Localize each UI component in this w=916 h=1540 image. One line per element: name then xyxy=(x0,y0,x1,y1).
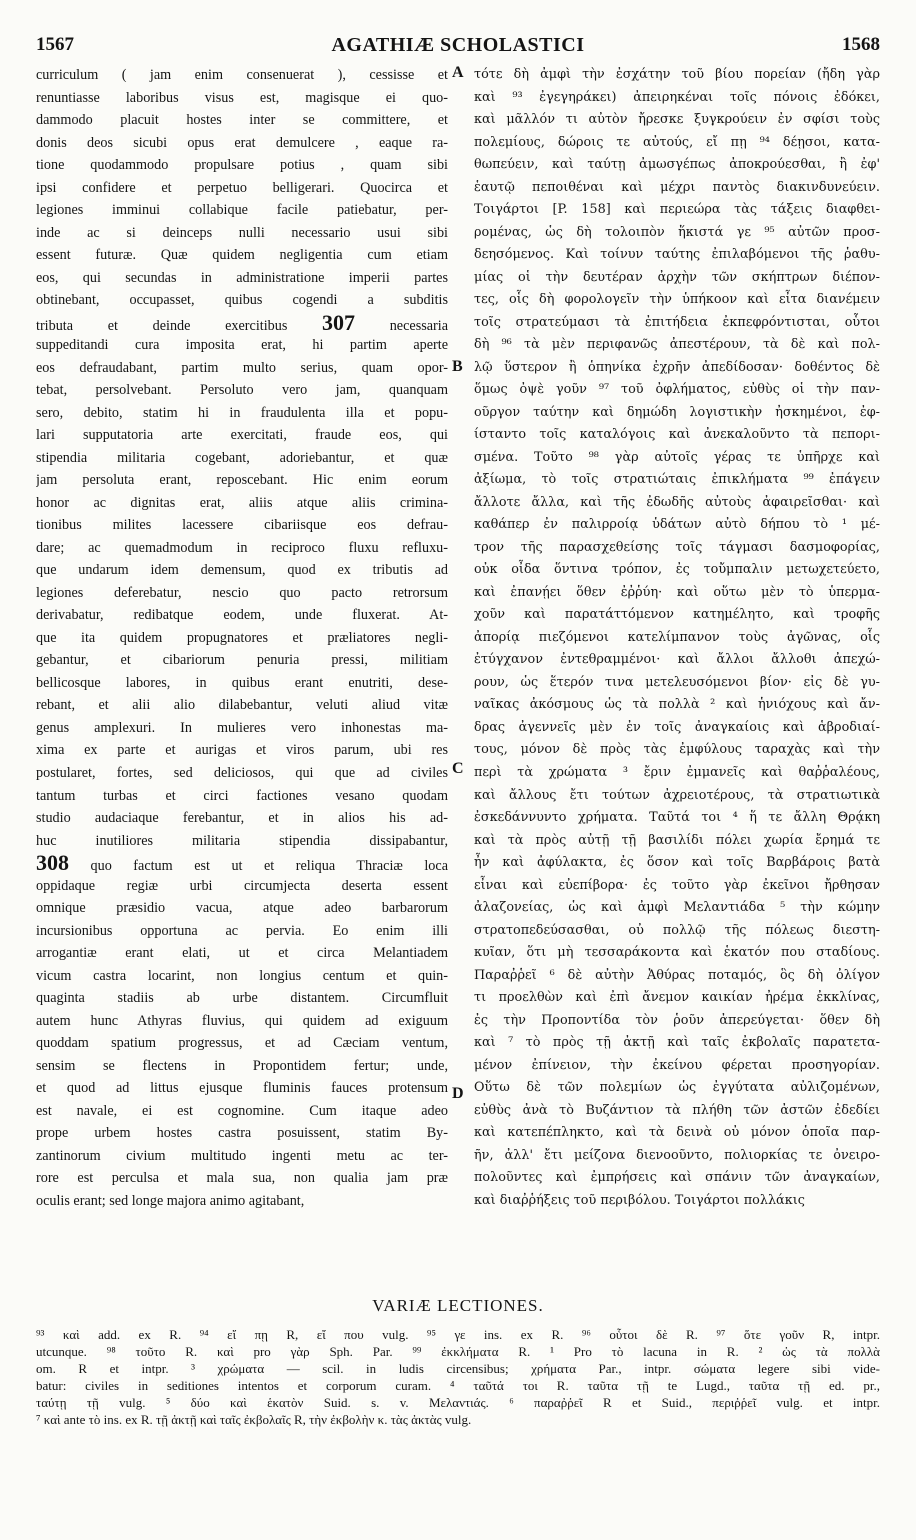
greek-text-line: καὶ ἄλλους ἔτι τούτων ἀχρειοτέρους, τὰ στρατιωτικὰ xyxy=(474,787,880,803)
greek-text-line: δρας ἀγεννεῖς μὲν ἐν τοῖς ἀναγκαίοις καὶ ἁβροδιαί- xyxy=(474,719,880,735)
greek-text-line: ρομένας, ὡς δὴ τολοιπὸν ἥκιστά γε ⁹⁵ αὐτῶν προσ- xyxy=(474,224,880,240)
latin-text-line: oculis erant; sed longe majora animo agitabant, xyxy=(36,1192,305,1209)
latin-text-line: vicum castra locarint, non longius centum et quin- xyxy=(36,967,448,984)
greek-text-line: τους, μόνον δὲ πρὸς τὰς ἐμφύλους ταραχὰς καὶ τὴν xyxy=(474,742,880,758)
latin-text-line: lari supputatoria arte exercitati, fraude eos, qui xyxy=(36,427,448,444)
latin-text-line: eos defraudabant, partim multo serius, quam opor- xyxy=(36,359,448,376)
latin-text-line: suppeditandi cura imposita erat, hi partim aperte xyxy=(36,337,448,354)
greek-text-line: ἀξίωμα, τὸ τοῖς στρατιώταις ἐπικλήματα ⁹⁹ ἐπάγειν xyxy=(474,472,880,488)
latin-text-line: derivabatur, redibatque eodem, unde fluxerat. At- xyxy=(36,607,448,624)
greek-text-line: στρατοπεδεύσασθαι, οὐ πολλῷ τῆς πόλεως διεστη- xyxy=(474,922,880,938)
latin-text-line: xima ex parte et aurigas et viros parum, ubi res xyxy=(36,742,448,759)
left-page-number: 1567 xyxy=(36,34,74,55)
greek-text-line: καὶ κατεπέπληκτο, καὶ τὰ δεινὰ οὐ μόνον ὁποῖα παρ- xyxy=(474,1125,880,1141)
latin-text-line: dare; ac quemadmodum in reciproco fluxu refluxu- xyxy=(36,539,448,556)
greek-text-line: τρον τῆς παρασχεθείσης τοῖς τάγμασι δασμοφορίας, xyxy=(474,539,880,555)
latin-text-line: quaginta stadiis ab urbe distantem. Circumfluit xyxy=(36,990,448,1007)
latin-text-line: postularet, fortes, sed deliciosos, qui que ad civiles xyxy=(36,764,448,781)
latin-text-line: prope urbem hostes castra posuissent, statim By- xyxy=(36,1125,448,1142)
variant-readings-notes xyxy=(36,1326,880,1428)
greek-text-line: μίας οἱ τὴν δευτέραν ἀρχὴν τῶν σκήπτρων διέπον- xyxy=(474,269,880,285)
margin-section-number: 308 xyxy=(36,852,69,875)
greek-text-line: ναῖκας ἀκόσμους ὡς τὰ πολλὰ ² καὶ ἡνιόχους καὶ ἄν- xyxy=(474,697,880,713)
margin-section-number: 307 xyxy=(322,311,356,335)
greek-text-line: ἑαυτῷ πεποιθέναι καὶ μέχρι παντὸς διακινδυνεύειν. xyxy=(474,179,880,195)
right-page-number: 1568 xyxy=(842,34,880,55)
latin-text-line: tebat, persolvebant. Persoluto vero jam, quanquam xyxy=(36,382,448,399)
latin-text-line: incursionibus opportuna ac pervia. Eo enim illi xyxy=(36,922,448,939)
latin-text-line: rore est perculsa et mala sua, non qualia jam præ xyxy=(36,1170,448,1187)
greek-text-line: καὶ ⁷ τὸ πρὸς τῇ ἀκτῇ καὶ ταῖς ἐκβολαῖς παρατετα- xyxy=(474,1035,880,1051)
latin-text-line: renuntiasse laboribus visus est, magisque ei quo- xyxy=(36,89,448,106)
section-marker-a: A xyxy=(452,64,464,81)
greek-text-line: λῷ ὕστερον ἢ ὁπηνίκα ἐχρῆν ἀπεδίδοσαν· δοθέντος δὲ xyxy=(474,359,880,375)
greek-text-line: ἀπορίᾳ πιεζόμενοι κατελίμπανον τοὺς ἀγῶνας, οἷς xyxy=(474,629,880,645)
latin-text-line: huc inutiliores militaria stipendia dissipabantur, xyxy=(36,832,448,849)
latin-text-line: quoddam spatium progressus, et ad Cæciam ventum, xyxy=(36,1035,448,1052)
latin-text-line: que ita quidem propugnatores et præliatores negli- xyxy=(36,629,448,646)
latin-text-line: stipendia militaria cogebant, adoriebantur, et quæ xyxy=(36,449,448,466)
latin-text-line: omnique præsidio vacua, atque adeo barbarorum xyxy=(36,900,448,917)
greek-text-line: Τοιγάρτοι [P. 158] καὶ περιεώρα τὰς τάξεις διαφθει- xyxy=(474,202,880,218)
latin-text-line: genus amplexuri. In mulieres vero inhonestas ma- xyxy=(36,719,448,736)
greek-text-line: καὶ ⁹³ ἐγεγηράκει) ἀπειρηκέναι τοῖς πόνοις ἐδόκει, xyxy=(474,89,880,105)
greek-text-line: εὐθὺς ἀνὰ τὸ Βυζάντιον τὰ πλήθη τῶν ἀστῶν ἐδεδίει xyxy=(474,1102,880,1118)
latin-text-line: tionibus milites lacessere cibariisque eos defrau- xyxy=(36,517,448,534)
greek-text-line: ἄλλοτε ἄλλα, καὶ τῆς ἐδωδῆς αὐτοὺς ἀφαιρεῖσθαι· καὶ xyxy=(474,494,880,510)
greek-text-line: ἐς τὴν Προποντίδα τὸν ῥοῦν ἀπερεύγεται· ὅθεν δὴ xyxy=(474,1012,880,1028)
greek-text-line: περὶ τὰ χρώματα ³ ἔριν ἐμμανεῖς καὶ θαῤῥαλέους, xyxy=(474,764,880,780)
greek-text-line: καὶ διαῤῥήξεις τοῦ περιβόλου. Τοιγάρτοι πολλάκις xyxy=(474,1192,805,1208)
latin-text-line: ipsi confidere et perpetuo belligerari. Quocirca et xyxy=(36,179,448,196)
greek-text-line: τότε δὴ ἀμφὶ τὴν ἐσχάτην τοῦ βίου πορείαν (ἤδη γὰρ xyxy=(474,67,880,82)
latin-text-line: tantum turbas et circi factiones vesano quodam xyxy=(36,787,448,804)
note-line: utcunque. ⁹⁸ τοῦτο R. καὶ pro γὰρ Sph. Par. ⁹⁹ ἐκκλήματα R. ¹ Pro τὸ lacuna in R. ² ὡς τὰ πολλὰ xyxy=(36,1344,880,1359)
latin-text-line: honor ac dignitas erat, aliis atque aliis crimina- xyxy=(36,494,448,511)
latin-text-line: tione quodammodo propulsare potius , quam sibi xyxy=(36,157,448,174)
greek-text-line: σμένα. Τοῦτο ⁹⁸ γὰρ αὐτοῖς γέρας τε ὑπῆρχε καὶ xyxy=(474,449,880,465)
greek-text-line: καὶ τὰ πρὸς αὐτῇ τῇ βασιλίδι πόλει χωρία ἔρημά τε xyxy=(474,832,880,848)
greek-text-line: κυῖαν, ὅτι μὴ τεσσαράκοντα καὶ ἑκατόν που σταδίους. xyxy=(474,945,880,961)
variae-lectiones-heading: VARIÆ LECTIONES. xyxy=(372,1296,544,1315)
section-marker-b: B xyxy=(452,358,463,375)
latin-text-line: legiones imminui collabique facile patiebatur, per- xyxy=(36,202,448,219)
latin-text-line: oppidaque regiæ urbi circumjecta deserta essent xyxy=(36,877,448,894)
greek-text-line: ρουν, ὡς ἕτερόν τινα μετελευσόμενοι βίον· εἰς δὲ γυ- xyxy=(474,674,880,690)
latin-text-line: studio audaciaque ferebantur, et in alios his ad- xyxy=(36,810,448,827)
latin-text-line: sensim se flectens in Propontidem fertur; unde, xyxy=(36,1057,448,1074)
greek-text-line: τοῖς στρατεύμασι τὰ ἐπιτήδεια ἐκπεφρόντισται, οὗτοι xyxy=(474,314,880,330)
latin-text-line: sero, debito, statim hi in fraudulenta illa et popu- xyxy=(36,404,448,421)
greek-text-line: δεησόμενος. Καὶ τοίνυν ταύτης ἐπιλαβόμενοι τῆς ῥαθυ- xyxy=(474,247,880,263)
greek-text-line: ῆν, ἀλλ' ἔτι μείζονα διενοοῦντο, πολιορκίας τε ὀνειρο- xyxy=(474,1147,880,1163)
latin-text-line: curriculum ( jam enim consenuerat ), cessisse et xyxy=(36,67,448,83)
latin-text-line: tributa et deinde exercitibus 307 necessaria xyxy=(36,311,448,335)
running-title: AGATHIÆ SCHOLASTICI xyxy=(331,34,585,56)
latin-text-line: obtinebant, occupasset, quibus cogendi a subditis xyxy=(36,292,448,309)
note-line: ⁹³ καὶ add. ex R. ⁹⁴ εἴ πῃ R, εἴ που vulg. ⁹⁵ γε ins. ex R. ⁹⁶ οὗτοι δὲ R. ⁹⁷ ὅτε γοῦν R, intpr. xyxy=(36,1327,880,1342)
greek-text-line: οὐκ οἶδα ὅντινα τρόπον, ἐς τοὔμπαλιν μετωχετεύετο, xyxy=(474,562,880,578)
latin-text-line: legiones deferebatur, nescio quo pacto retrorsum xyxy=(36,584,448,601)
latin-text-line: et quod ad littus ejusque fluminis fauces protensum xyxy=(36,1080,448,1097)
greek-text-line: δὴ ⁹⁶ τὰ μὲν περιφανῶς ἀπεστέρουν, τὰ δὲ καὶ πολ- xyxy=(474,337,880,353)
note-line: om. R et intpr. ³ χρώματα — scil. in ludis circensibus; χρήματα Par., intpr. σώματα legere sibi vide- xyxy=(36,1361,880,1376)
greek-text-line: πολεμίους, δώροις τε αὐτούς, εἴ πῃ ⁹⁴ δέῃσοι, κατα- xyxy=(474,134,880,150)
greek-text-line: τι προελθὼν καὶ ἐπὶ ἄνεμον καικίαν ἠρέμα ἐκκλίνας, xyxy=(474,990,880,1006)
greek-text-line: καὶ μᾶλλόν τι αὐτὸν ἤρεσκε ξυγκρούειν ἐν σφίσι τοὺς xyxy=(474,112,880,128)
greek-text-line: τες, οἷς δὴ φορολογεῖν τὴν ὑπήκοον καὶ εἶτα διανέμειν xyxy=(474,292,880,308)
latin-text-line: rebant, et alii alio dilabebantur, veluti aliud vitæ xyxy=(36,697,448,714)
latin-text-line: donis deos sicubi opus erat demulcere , eaque ra- xyxy=(36,134,448,151)
greek-text-line: ἀλαζονείας, ὡς καὶ ἀμφὶ Μελαντιάδα ⁵ τὴν κώμην xyxy=(474,900,880,916)
greek-text-line: μένον ἐπίνειον, τὴν ἐκείνου φέρεται προσηγορίαν. xyxy=(474,1057,880,1073)
latin-text-line: 308 quo factum est ut et reliqua Thraciæ loca xyxy=(36,852,448,875)
greek-text-line: καὶ ἐπανῄει ὅθεν ἐῤῥύη· καὶ οὕτω μὲν τὸ ὑπερμα- xyxy=(474,584,880,600)
greek-column xyxy=(474,64,880,1212)
greek-text-line: ὅμως ὀψὲ γοῦν ⁹⁷ τοῦ ὀφλήματος, εὐθὺς οἱ τὴν παν- xyxy=(474,382,880,398)
section-marker-d: D xyxy=(452,1085,464,1102)
latin-text-line: inde ac si deinceps nulli necessario usui sibi xyxy=(36,224,448,241)
latin-text-line: que undarum idem demensum, quod ex tributis ad xyxy=(36,562,448,579)
latin-text-line: dammodo placuit hostes inter se committere, et xyxy=(36,112,448,129)
greek-text-line: εἶναι καὶ εὐεπίβορα· ἐς τοῦτο γὰρ ἐκεῖνοι ἤρθησαν xyxy=(474,877,880,893)
latin-text-line: zantinorum civium multitudo ingenti metu ac ter- xyxy=(36,1147,448,1164)
greek-text-line: ἐτύγχανον ἐντεθραμμένοι· καὶ ἄλλοι ἄλλοθι ἀπεχώ- xyxy=(474,652,880,668)
greek-text-line: ίσταντο τοῖς καταλόγοις καὶ ἀνεκαλοῦντο τὰ πεπορι- xyxy=(474,427,880,443)
latin-text-line: autem hunc Athyras fluvius, qui quidem ad exiguum xyxy=(36,1012,448,1029)
note-line: ταύτῃ τῇ vulg. ⁵ δύο καὶ ἑκατὸν Suid. s. v. Μελαντιάς. ⁶ παραῤῥεῖ R et Suid., περιῤῥεῖ vulg. et intpr. xyxy=(36,1395,880,1410)
greek-text-line: Παραῤῥεῖ ⁶ δὲ αὐτὴν Ἀθύρας ποταμός, ὃς δὴ ὀλίγον xyxy=(474,967,880,983)
latin-text-line: arrogantiæ erant elati, ut et circa Melantiadem xyxy=(36,945,448,962)
greek-text-line: οῦργον ταύτην καὶ δημώδη λογιστικὴν ἠσκημένοι, ἐφ- xyxy=(474,404,880,420)
latin-text-line: jam persoluta erant, reposcebant. Hic enim eorum xyxy=(36,472,448,489)
note-line: ⁷ καὶ ante τὸ ins. ex R. τῇ ἀκτῇ καὶ ταῖς ἐκβολαῖς R, τὴν ἐκβολὴν κ. τὰς ἀκτὰς vulg. xyxy=(36,1412,472,1427)
latin-text-line: est navale, ei est cognomine. Cum itaque adeo xyxy=(36,1102,448,1119)
greek-text-line: καθάπερ ἐν παλιρροίᾳ ὑδάτων αὐτὸ δήπου τὸ ¹ μέ- xyxy=(474,517,880,533)
latin-text-line: eos, qui secundas in administratione imperii partes xyxy=(36,269,448,286)
section-marker-c: C xyxy=(452,760,464,777)
greek-text-line: χοῦν καὶ παρατάττόμενον κατημέλητο, καὶ τροφῆς xyxy=(474,607,880,623)
latin-text-line: gebantur, et cibariorum penuria pressi, militiam xyxy=(36,652,448,669)
running-head xyxy=(36,34,880,60)
latin-text-line: essent futuræ. Quæ quidem negligentia cum etiam xyxy=(36,247,448,264)
greek-text-line: ἐσκεδάννυντο χρήματα. Ταῦτά τοι ⁴ ἥ τε ἄλλη Θρᾴκη xyxy=(474,810,880,826)
latin-text-line: bellicosque labores, in quibus erant enutriti, dese- xyxy=(36,674,448,691)
latin-column xyxy=(36,64,448,1212)
note-line: batur: civiles in seditiones intentos et corporum curam. ⁴ ταῦτά τοι R. ταῦτα τῇ te Lugd., ταῦτα τῇ ed. pr., xyxy=(36,1378,880,1393)
greek-text-line: Οὕτω δὲ τῶν πολεμίων ὡς ἐγγύτατα αὐλιζομένων, xyxy=(474,1080,880,1096)
greek-text-line: ἦν καὶ ἀφύλακτα, ἐς ὅσον καὶ τοῖς Βαρβάροις βατὰ xyxy=(474,855,880,871)
greek-text-line: πολοῦντες καὶ ἐμπρήσεις καὶ σπάνιν τῶν ἀναγκαίων, xyxy=(474,1170,880,1186)
greek-text-line: θωπεύειν, καὶ ταύτῃ ἀμωσγέπως ἀποκρούεσθαι, ἢ ἐφ' xyxy=(474,157,880,173)
